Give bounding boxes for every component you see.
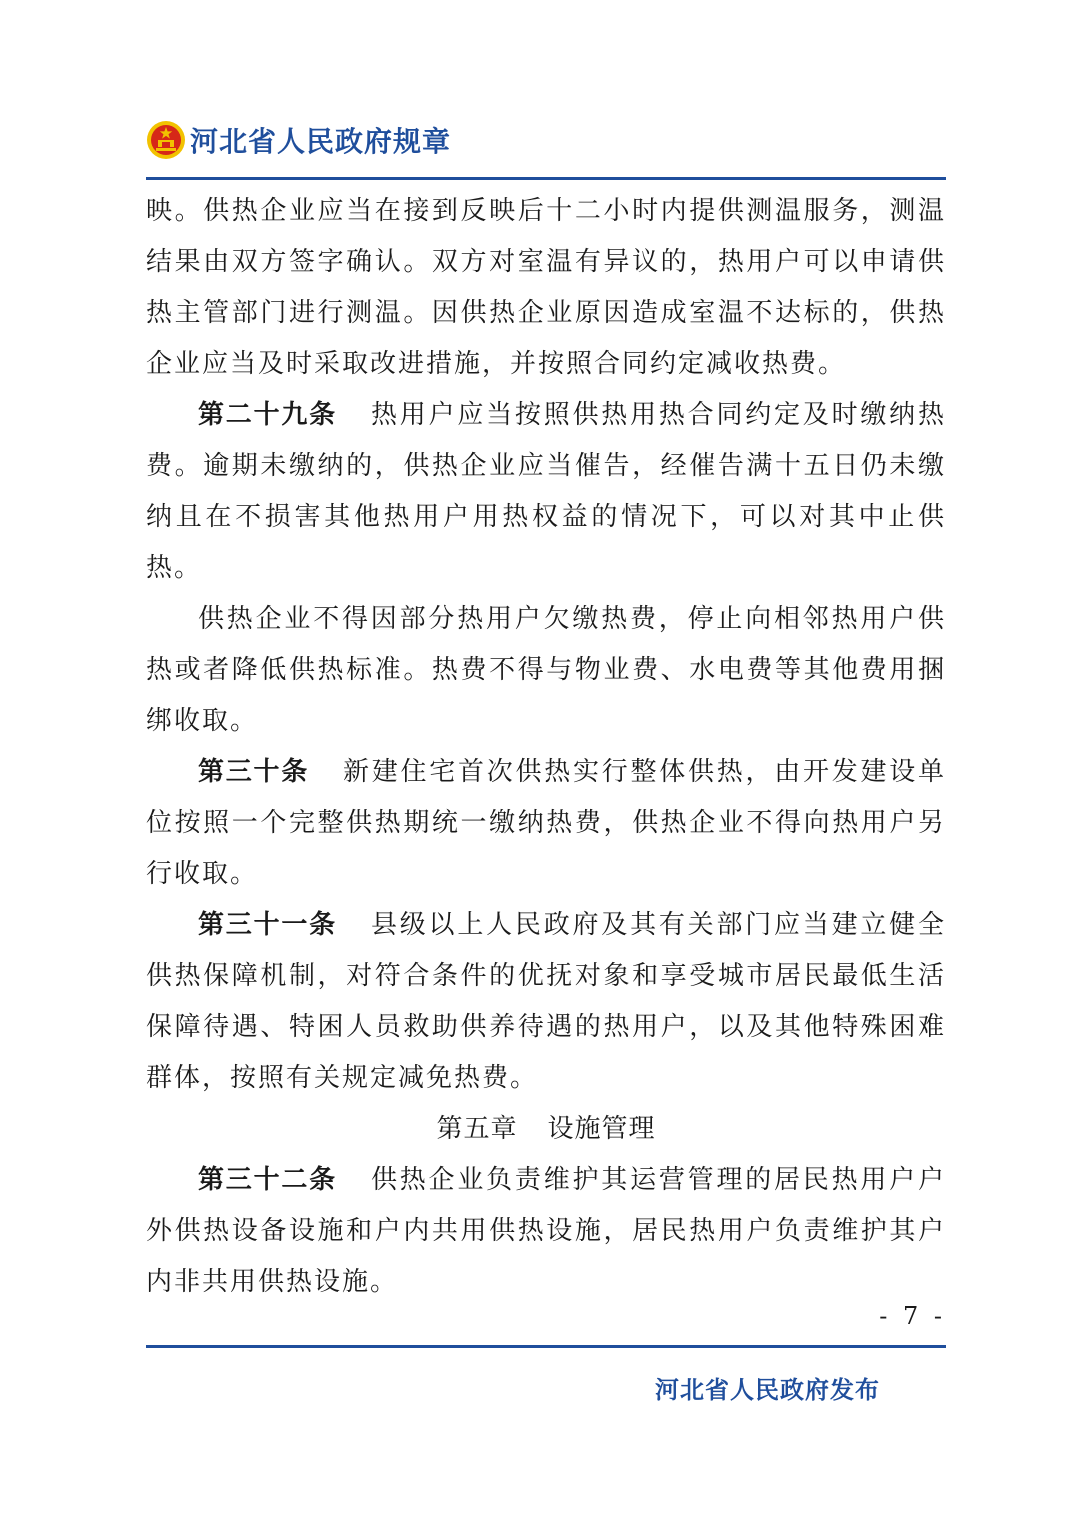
article-30-label: 第三十条 (198, 757, 309, 787)
article-32 (146, 1155, 946, 1308)
article-29-text: 热用户应当按照供热用热合同约定及时缴纳热费。逾期未缴纳的，供热企业应当催告，经催告满十五日仍未缴纳且在不损害其他热用户用热权益的情况下，可以对其中止供热。 (146, 400, 946, 583)
article-30 (146, 747, 946, 900)
chapter-heading (146, 1104, 946, 1155)
national-emblem-icon (146, 120, 186, 160)
footer-publisher: 河北省人民政府发布 (655, 1376, 880, 1404)
continued-paragraph: 映。供热企业应当在接到反映后十二小时内提供测温服务，测温结果由双方签字确认。双方对室温有异议的，热用户可以申请供热主管部门进行测温。因供热企业原因造成室温不达标的，供热企业应当及时采取改进措施，并按照合同约定减收热费。 (146, 196, 946, 379)
chapter-number: 第五章 (436, 1114, 518, 1144)
article-29 (146, 390, 946, 594)
document-body (146, 186, 946, 1308)
header-title: 河北省人民政府规章 (190, 125, 452, 158)
header-rule (146, 177, 946, 180)
page-number: - 7 - (879, 1302, 946, 1330)
article-31-label: 第三十一条 (198, 910, 337, 940)
article-31 (146, 900, 946, 1104)
article-29-label: 第二十九条 (198, 400, 337, 430)
article-31-text: 县级以上人民政府及其有关部门应当建立健全供热保障机制，对符合条件的优抚对象和享受城市居民最低生活保障待遇、特困人员救助供养待遇的热用户，以及其他特殊困难群体，按照有关规定减免热费。 (146, 910, 946, 1093)
article-29-paragraph-2: 供热企业不得因部分热用户欠缴热费，停止向相邻热用户供热或者降低供热标准。热费不得与物业费、水电费等其他费用捆绑收取。 (146, 604, 946, 736)
article-30-text: 新建住宅首次供热实行整体供热，由开发建设单位按照一个完整供热期统一缴纳热费，供热企业不得向热用户另行收取。 (146, 757, 946, 889)
article-32-text: 供热企业负责维护其运营管理的居民热用户户外供热设备设施和户内共用供热设施，居民热用户负责维护其户内非共用供热设施。 (146, 1165, 946, 1297)
footer-rule (146, 1345, 946, 1348)
page-header (146, 118, 451, 162)
article-32-label: 第三十二条 (198, 1165, 337, 1195)
chapter-title: 设施管理 (547, 1114, 656, 1144)
